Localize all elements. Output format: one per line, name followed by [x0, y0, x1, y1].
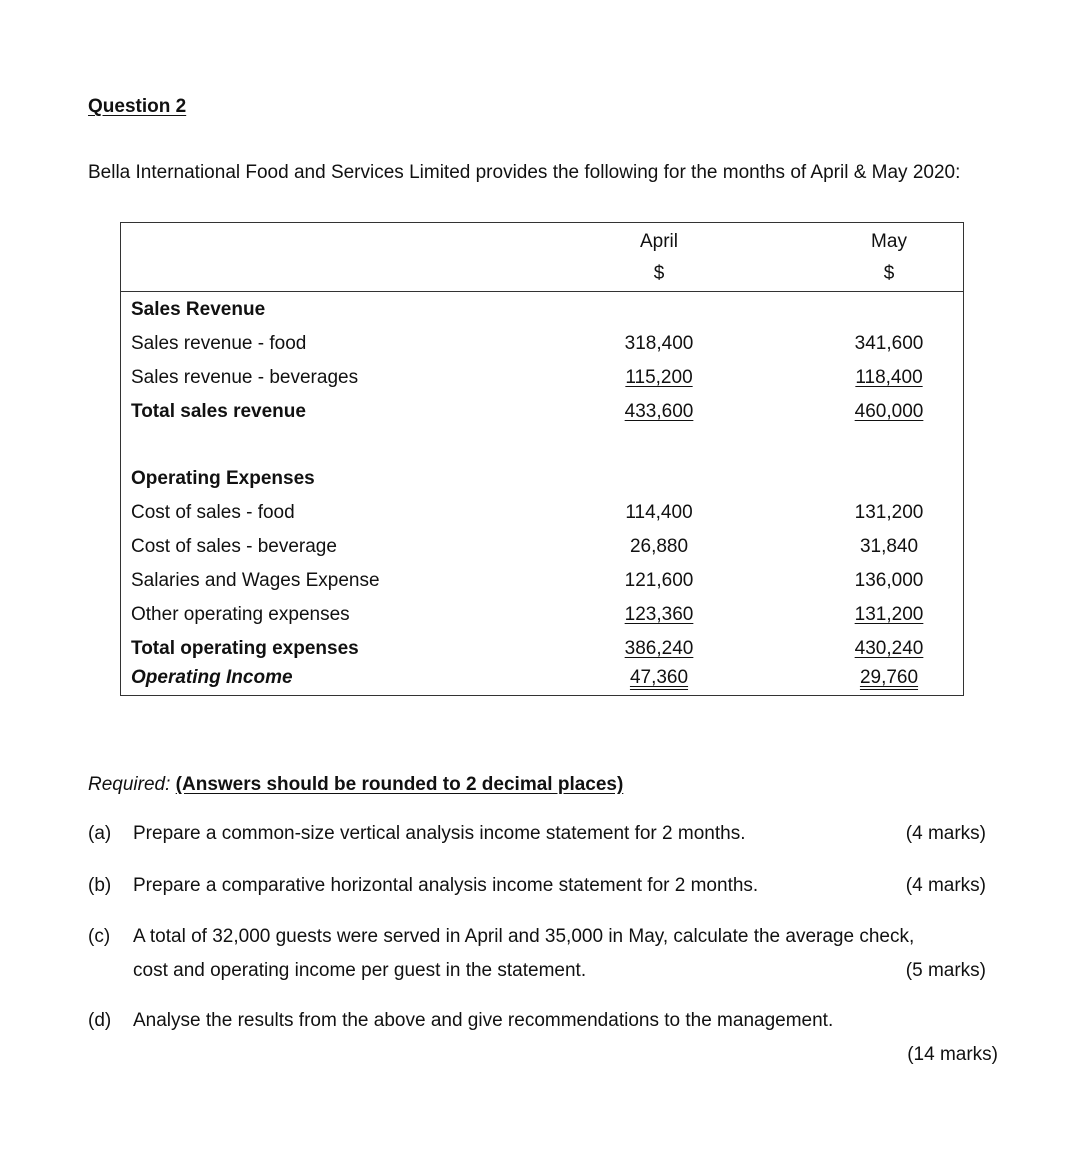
may-value-text: 131,200	[854, 604, 924, 625]
header-may-currency: $	[883, 263, 895, 284]
row-label: Cost of sales - food	[131, 502, 295, 523]
table-row-operating-income	[121, 661, 963, 695]
section-heading-sales	[121, 293, 963, 327]
question-item-b	[88, 869, 998, 903]
item-text-line-1: A total of 32,000 guests were served in April and 35,000 in May, calculate the average check,	[133, 926, 915, 947]
item-letter: (b)	[88, 875, 112, 896]
april-value	[579, 661, 739, 695]
may-value: 136,000	[854, 570, 924, 591]
table-row	[121, 327, 963, 361]
row-label: Other operating expenses	[131, 604, 350, 625]
item-marks: (14 marks)	[907, 1044, 998, 1065]
question-item-a	[88, 817, 998, 851]
may-value	[809, 395, 969, 429]
table-row	[121, 564, 963, 598]
may-value: 31,840	[859, 536, 919, 557]
row-label: Operating Income	[131, 667, 293, 688]
april-value	[579, 598, 739, 632]
item-text: Prepare a comparative horizontal analysis income statement for 2 months.	[133, 875, 759, 896]
question-item-d	[88, 1004, 998, 1072]
april-value-text: 386,240	[624, 638, 694, 659]
item-letter: (a)	[88, 823, 112, 844]
row-label: Salaries and Wages Expense	[131, 570, 380, 591]
april-value-text: 47,360	[629, 667, 689, 688]
may-value: 131,200	[854, 502, 924, 523]
question-title: Question 2	[88, 96, 187, 117]
april-value: 318,400	[624, 333, 694, 354]
item-marks: (5 marks)	[905, 960, 986, 981]
row-label: Total sales revenue	[131, 401, 306, 422]
table-row-total	[121, 395, 963, 429]
may-value	[809, 661, 969, 695]
april-value	[579, 361, 739, 395]
may-value	[809, 361, 969, 395]
may-value-text: 460,000	[854, 401, 924, 422]
table-row	[121, 496, 963, 530]
may-value-text: 29,760	[859, 667, 919, 688]
april-value: 114,400	[625, 502, 693, 523]
row-label: Cost of sales - beverage	[131, 536, 337, 557]
section-heading-expenses	[121, 462, 963, 496]
april-value-text: 115,200	[625, 367, 693, 388]
header-april-label: April	[639, 231, 678, 252]
row-label: Total operating expenses	[131, 638, 359, 659]
intro-paragraph: Bella International Food and Services Limited provides the following for the months of April & May 2020:	[88, 162, 961, 183]
section-label: Operating Expenses	[131, 468, 315, 489]
table-row	[121, 598, 963, 632]
header-may-label: May	[871, 231, 907, 252]
required-label: Required:	[88, 774, 171, 795]
april-value: 26,880	[629, 536, 689, 557]
item-text: Prepare a common-size vertical analysis income statement for 2 months.	[133, 823, 746, 844]
item-letter: (c)	[88, 926, 111, 947]
may-value-text: 430,240	[854, 638, 924, 659]
table-row	[121, 361, 963, 395]
question-item-c	[88, 920, 998, 988]
item-letter: (d)	[88, 1010, 112, 1031]
row-label: Sales revenue - food	[131, 333, 307, 354]
required-heading	[88, 770, 623, 800]
item-text: Analyse the results from the above and give recommendations to the management.	[133, 1010, 834, 1031]
section-label: Sales Revenue	[131, 299, 266, 320]
column-header-may	[809, 226, 969, 290]
item-marks: (4 marks)	[905, 823, 986, 844]
table-row	[121, 530, 963, 564]
income-data-table	[120, 222, 964, 696]
may-value-text: 118,400	[855, 367, 923, 388]
april-value-text: 433,600	[624, 401, 694, 422]
item-text-line-2: cost and operating income per guest in the statement.	[133, 960, 587, 981]
header-april-currency: $	[653, 263, 665, 284]
column-header-april	[579, 226, 739, 290]
item-marks: (4 marks)	[905, 875, 986, 896]
required-note: (Answers should be rounded to 2 decimal places)	[175, 774, 624, 795]
table-header	[121, 223, 963, 292]
april-value-text: 123,360	[624, 604, 694, 625]
april-value	[579, 395, 739, 429]
april-value: 121,600	[624, 570, 694, 591]
may-value: 341,600	[854, 333, 924, 354]
row-label: Sales revenue - beverages	[131, 367, 359, 388]
may-value	[809, 598, 969, 632]
